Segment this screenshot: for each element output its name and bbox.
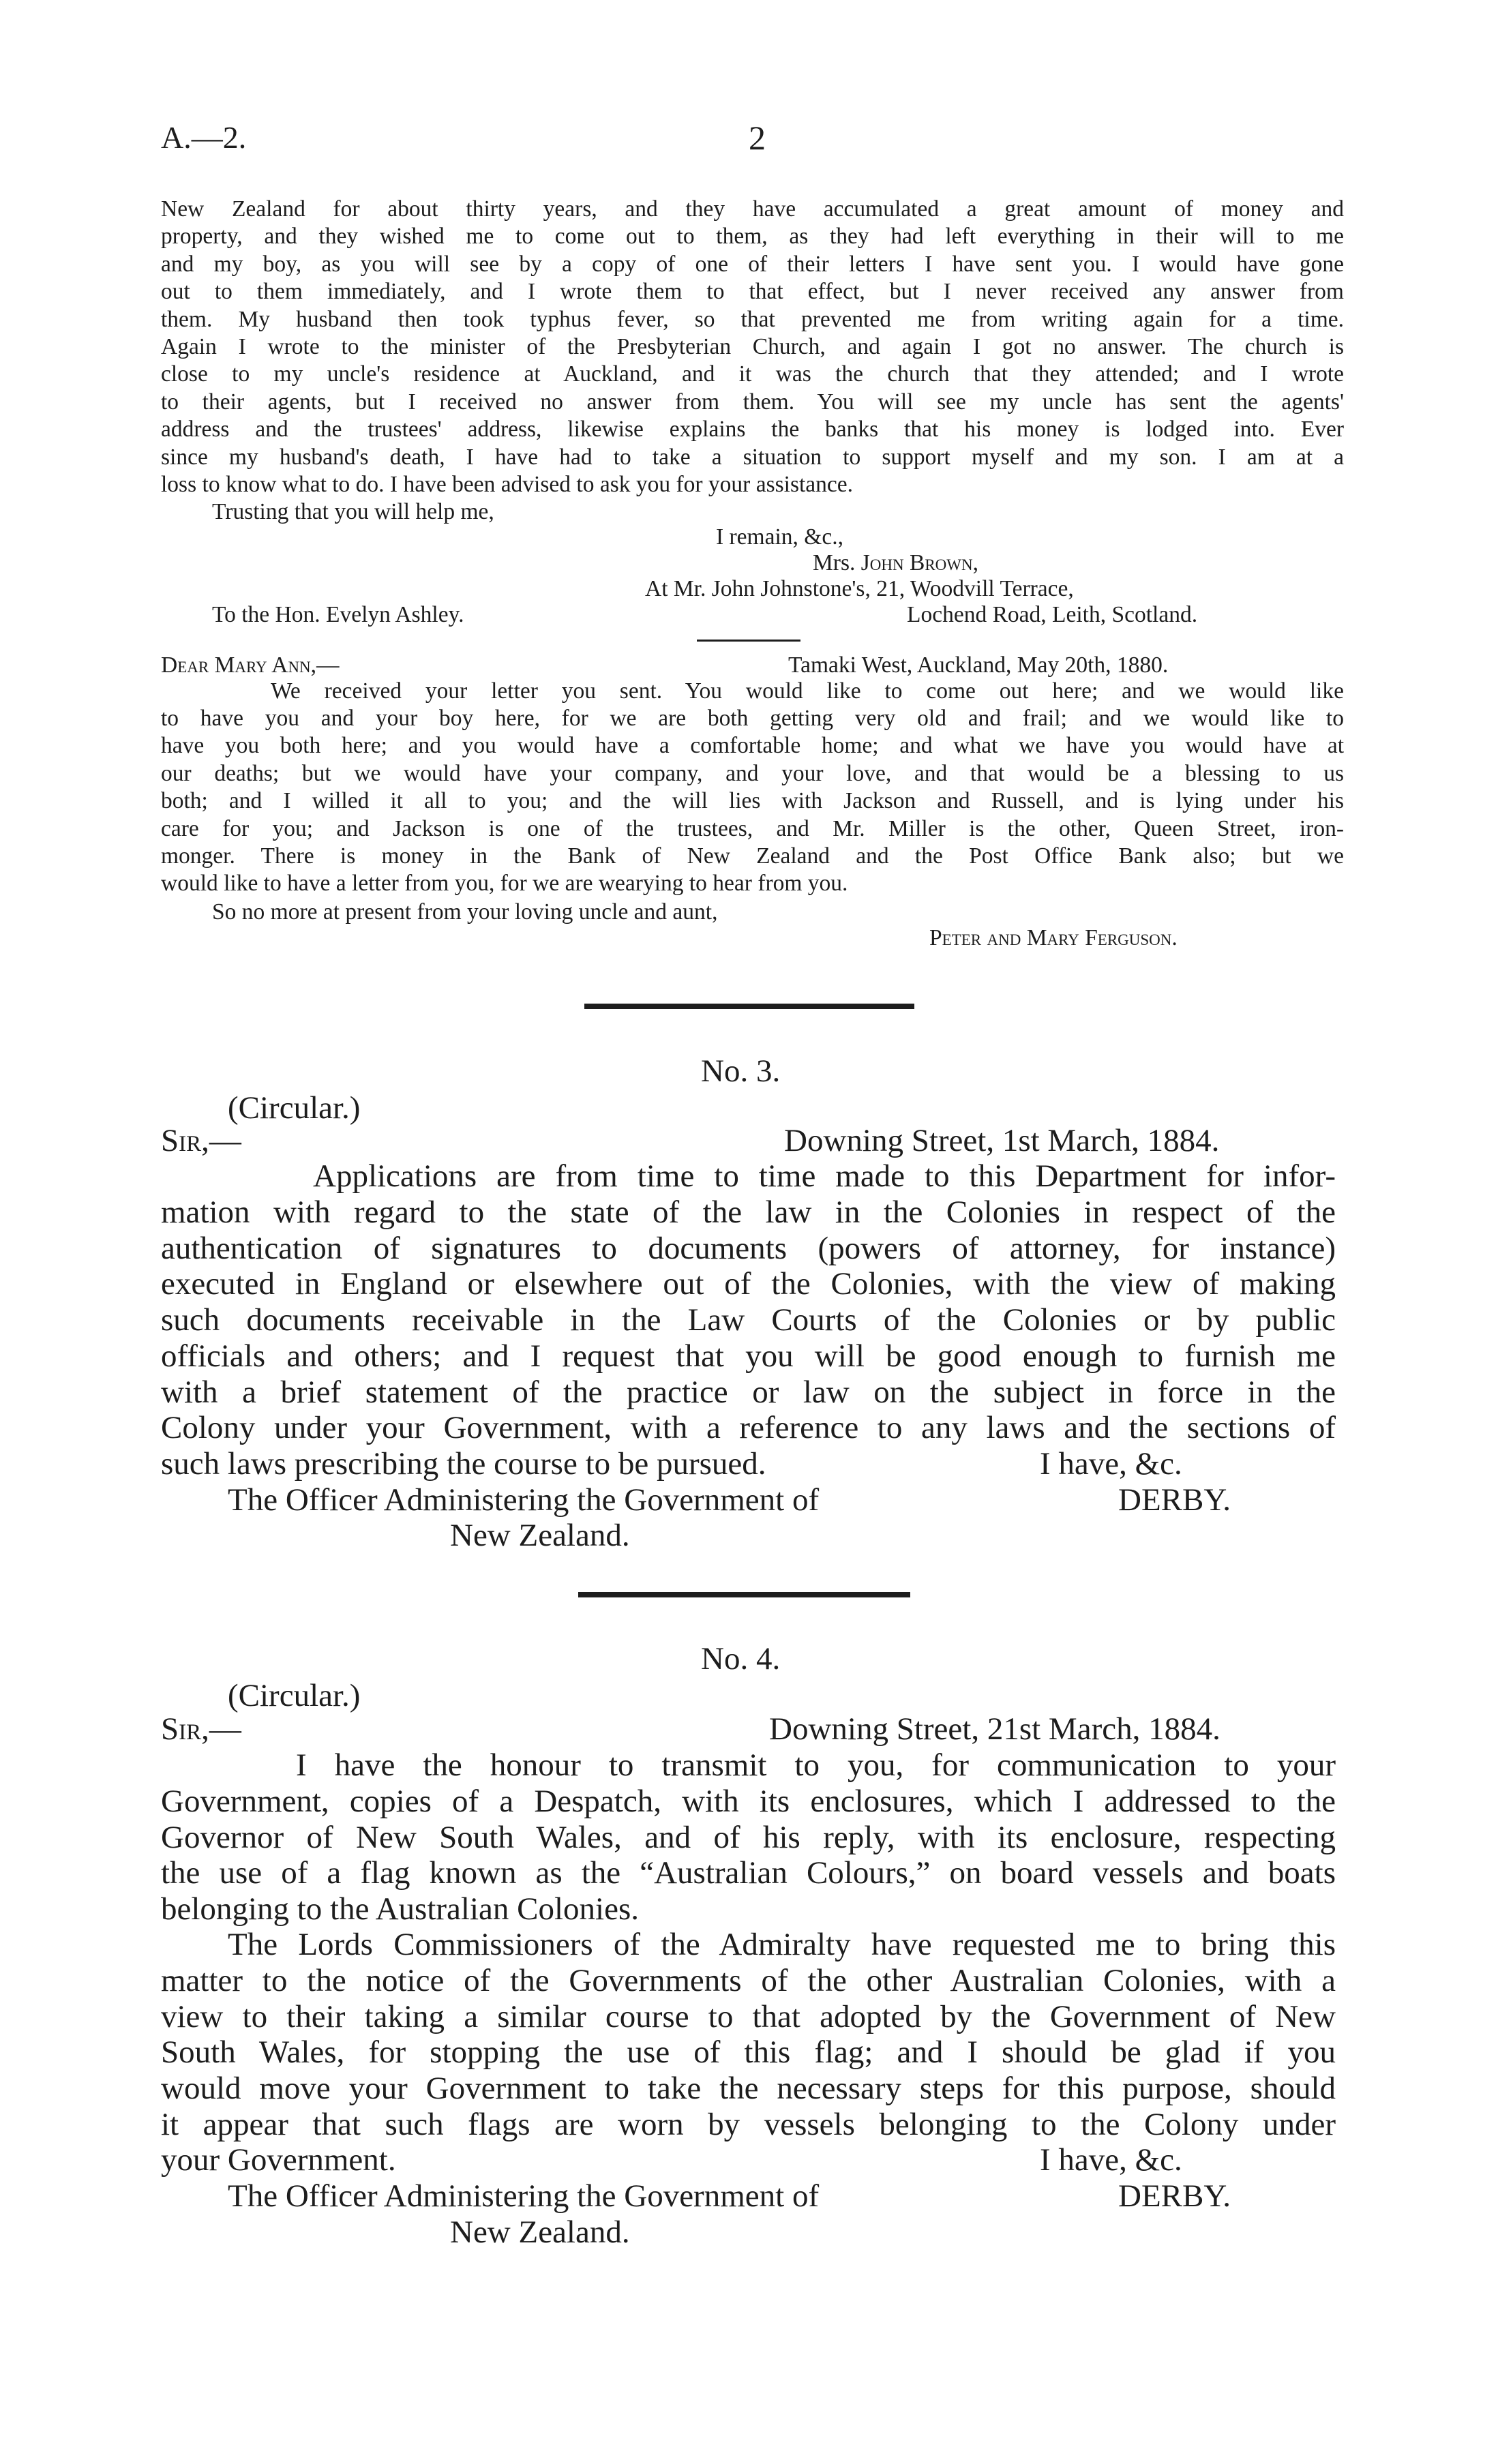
text-line: would like to have a letter from you, for we are wearying to hear from you. [161,871,848,897]
text-line: belonging to the Australian Colonies. [161,1891,640,1927]
text-line: monger. There is money in the Bank of New Zealand and the Post Office Bank also; but we [161,843,1344,869]
no3-country: New Zealand. [450,1518,630,1553]
brown-letter-body [161,196,1344,498]
short-divider [697,640,800,642]
section-divider [584,1004,914,1009]
text-line: our deaths; but we would have your company, and your love, and that would be a blessing to us [161,760,1344,786]
ferguson-salutation: Dear Mary Ann,— [161,652,340,678]
text-line: executed in England or elsewhere out of the Colonies, with the view of making [161,1266,1336,1302]
no3-officer: The Officer Administering the Government of [228,1482,820,1518]
text-line: to have you and your boy here, for we are both getting very old and frail; and we would like to [161,706,1344,731]
no4-have: I have, &c. [1040,2142,1182,2178]
text-line: the use of a flag known as the “Australian Colours,” on board vessels and boats [161,1855,1336,1891]
brown-address-line-1: At Mr. John Johnstone's, 21, Woodvill Terrace, [645,576,1074,601]
brown-name: John Brown, [860,550,978,575]
no4-salutation: Sir,— [161,1711,241,1747]
text-line: close to my uncle's residence at Auckland, and it was the church that they attended; and I wrote [161,361,1344,387]
text-line: care for you; and Jackson is one of the trustees, and Mr. Miller is the other, Queen Street, iron- [161,815,1344,841]
text-line: would move your Government to take the necessary steps for this purpose, should [161,2071,1336,2107]
ferguson-letter-body [161,705,1344,898]
text-line: officials and others; and I request that you will be good enough to furnish me [161,1338,1336,1374]
no4-signatory: DERBY. [1118,2178,1231,2214]
brown-address-line-2: Lochend Road, Leith, Scotland. [907,602,1198,627]
brown-closing: Trusting that you will help me, [212,499,494,524]
no4-officer: The Officer Administering the Government of [228,2178,820,2214]
text-line: property, and they wished me to come out to them, as they had left everything in their will to me [161,224,1344,250]
text-line: matter to the notice of the Governments of the other Australian Colonies, with a [161,1963,1336,1998]
text-line: authentication of signatures to documents (powers of attorney, for instance) [161,1230,1336,1266]
no3-heading: No. 3. [701,1053,781,1089]
brown-title: Mrs. [813,550,856,575]
no3-salutation: Sir,— [161,1123,241,1158]
no3-signatory: DERBY. [1118,1482,1231,1518]
text-line: mation with regard to the state of the law in the Colonies in respect of the [161,1195,1336,1230]
text-line: Governor of New South Wales, and of his reply, with its enclosure, respecting [161,1819,1336,1855]
no4-p2-first-line: The Lords Commissioners of the Admiralty have requested me to bring this [228,1927,1336,1962]
no3-date: Downing Street, 1st March, 1884. [784,1123,1220,1158]
no3-first-line: Applications are from time to time made to this Department for infor- [313,1158,1336,1194]
text-line: address and the trustees' address, likewise explains the banks that his money is lodged into. Ever [161,417,1344,442]
section-divider [578,1592,910,1597]
text-line: Government, copies of a Despatch, with its enclosures, which I addressed to the [161,1784,1336,1819]
text-line: it appear that such flags are worn by vessels belonging to the Colony under [161,2106,1336,2142]
brown-remain: I remain, &c., [716,524,843,550]
text-line: out to them immediately, and I wrote them to that effect, but I never received any answer from [161,279,1344,305]
text-line: with a brief statement of the practice or law on the subject in force in the [161,1374,1336,1410]
no4-p2-body [161,1963,1336,2143]
text-line: view to their taking a similar course to that adopted by the Government of New [161,1998,1336,2034]
text-line: have you both here; and you would have a comfortable home; and what we have you would have at [161,733,1344,759]
ferguson-closing: So no more at present from your loving uncle and aunt, [212,899,718,925]
series-label: A.—2. [161,120,247,155]
no4-date: Downing Street, 21st March, 1884. [769,1711,1220,1747]
no4-circular: (Circular.) [228,1678,361,1713]
text-line: loss to know what to do. I have been advised to ask you for your assistance. [161,472,854,498]
text-line: such documents receivable in the Law Courts of the Colonies or by public [161,1302,1336,1338]
no4-p2-last-line: your Government. [161,2142,396,2178]
no3-body [161,1195,1336,1446]
no3-have: I have, &c. [1040,1446,1182,1482]
no4-p1-body [161,1784,1336,1927]
text-line: South Wales, for stopping the use of this flag; and I should be glad if you [161,2034,1336,2071]
page-number: 2 [749,119,766,157]
no3-last-line: such laws prescribing the course to be pursued. [161,1446,766,1482]
text-line: Colony under your Government, with a reference to any laws and the sections of [161,1410,1336,1446]
ferguson-first-line: We received your letter you sent. You would like to come out here; and we would like [271,678,1344,704]
brown-signature [813,550,978,577]
text-line: both; and I willed it all to you; and the will lies with Jackson and Russell, and is lying under his [161,788,1344,814]
ferguson-signature: Peter and Mary Ferguson. [929,925,1178,950]
text-line: them. My husband then took typhus fever, so that prevented me from writing again for a time. [161,306,1344,332]
text-line: to their agents, but I received no answer from them. You will see my uncle has sent the agents' [161,389,1344,415]
text-line: New Zealand for about thirty years, and they have accumulated a great amount of money and [161,196,1344,222]
no4-heading: No. 4. [701,1641,781,1677]
text-line: since my husband's death, I have had to take a situation to support myself and my son. I am at a [161,444,1344,470]
no4-p1-first-line: I have the honour to transmit to you, for communication to your [296,1747,1336,1783]
no3-circular: (Circular.) [228,1090,361,1126]
no4-country: New Zealand. [450,2214,630,2250]
ferguson-place-date: Tamaki West, Auckland, May 20th, 1880. [788,652,1169,678]
text-line: and my boy, as you will see by a copy of one of their letters I have sent you. I would have gone [161,251,1344,277]
text-line: Again I wrote to the minister of the Presbyterian Church, and again I got no answer. The church is [161,334,1344,360]
addressee: To the Hon. Evelyn Ashley. [212,602,464,627]
